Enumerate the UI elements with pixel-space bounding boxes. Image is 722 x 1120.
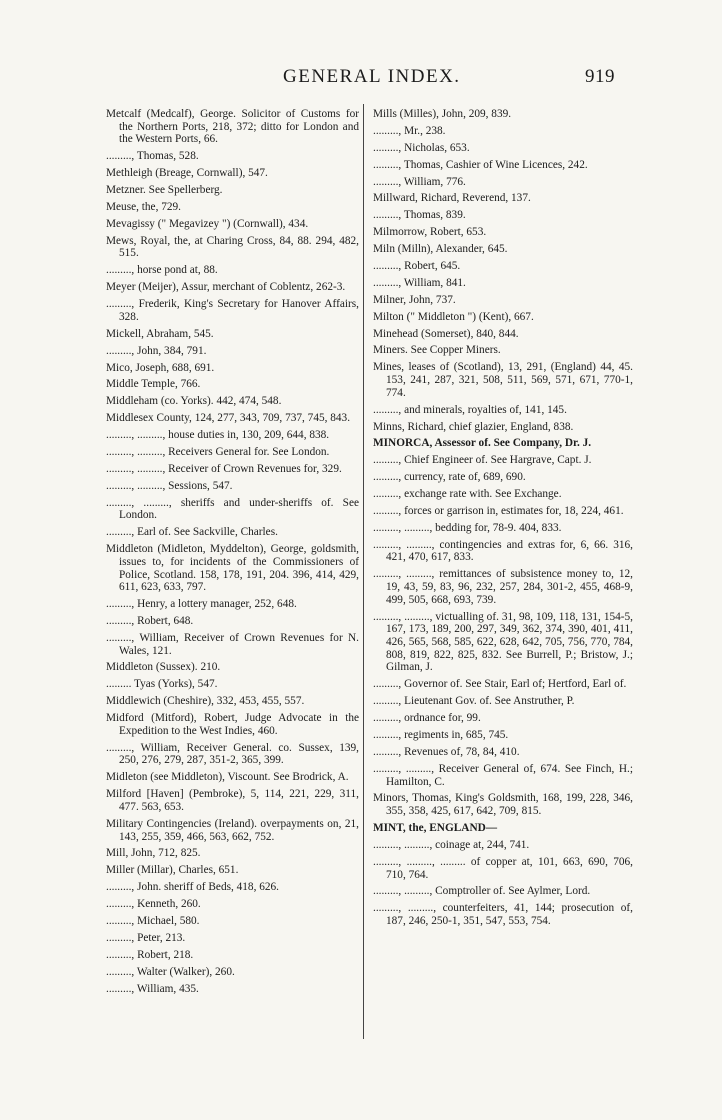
- index-entry: Mico, Joseph, 688, 691.: [106, 361, 215, 374]
- index-entry: Middleton (Midleton, Myddelton), George, goldsmith, issues to, for incidents of the Commissioners of Police, Scotland. 158, 178, 191, 204. 396, 414, 429, 611, 623, 633, 797.: [106, 543, 359, 594]
- index-entry: Middle Temple, 766.: [106, 378, 201, 391]
- index-entry: Metcalf (Medcalf), George. Solicitor of Customs for the Northern Ports, 218, 372; ditto for London and the Western Ports, 66.: [106, 108, 359, 146]
- index-column-left: [106, 108, 359, 999]
- index-entry: ........., ........., victualling of. 31, 98, 109, 118, 131, 154-5, 167, 173, 189, 200, 297, 349, 362, 374, 390, 401, 411, 426, 565, 568, 585, 622, 628, 642, 705, 756, 770, 784, 808, 819, 822, 825, 832. See Burrell, P.; Bristow, J.; Gilman, J.: [373, 610, 633, 674]
- index-entry: ........., and minerals, royalties of, 141, 145.: [373, 403, 567, 416]
- index-entry: ........., Nicholas, 653.: [373, 141, 470, 154]
- index-entry: ........., William, 776.: [373, 175, 466, 188]
- index-entry: ........., John, 384, 791.: [106, 344, 207, 357]
- index-entry: Milmorrow, Robert, 653.: [373, 226, 487, 239]
- index-entry: ........., ........., sheriffs and under-sheriffs of. See London.: [106, 496, 359, 522]
- index-entry: Milner, John, 737.: [373, 293, 456, 306]
- index-entry: Military Contingencies (Ireland). overpayments on, 21, 143, 255, 359, 466, 563, 662, 752.: [106, 817, 359, 843]
- index-entry: Midleton (see Middleton), Viscount. See Brodrick, A.: [106, 771, 349, 784]
- index-entry: ........., ........., coinage at, 244, 741.: [373, 838, 530, 851]
- index-entry: ........., Revenues of, 78, 84, 410.: [373, 745, 520, 758]
- index-entry: ........., exchange rate with. See Exchange.: [373, 488, 562, 501]
- index-entry: ........., William, 435.: [106, 982, 199, 995]
- index-entry: ........., ........., remittances of subsistence money to, 12, 19, 43, 59, 83, 96, 232, 257, 284, 301-2, 455, 468-9, 499, 505, 668, 693, 739.: [373, 568, 633, 606]
- column-divider: [363, 104, 364, 1039]
- index-entry: ........., Lieutenant Gov. of. See Anstruther, P.: [373, 695, 575, 708]
- index-entry: ........., Thomas, 528.: [106, 150, 199, 163]
- index-entry: ........., ........., house duties in, 130, 209, 644, 838.: [106, 429, 330, 442]
- index-column-right: [373, 108, 633, 932]
- index-entry: Meuse, the, 729.: [106, 200, 181, 213]
- index-entry: Middlesex County, 124, 277, 343, 709, 737, 745, 843.: [106, 412, 351, 425]
- index-entry: ........., horse pond at, 88.: [106, 264, 218, 277]
- index-entry: ........., ........., bedding for, 78-9. 404, 833.: [373, 521, 562, 534]
- index-entry: Miller (Millar), Charles, 651.: [106, 864, 239, 877]
- page-header: [0, 66, 722, 90]
- index-entry: ........., Frederik, King's Secretary for Hanover Affairs, 328.: [106, 298, 359, 323]
- index-entry: ........., regiments in, 685, 745.: [373, 729, 509, 742]
- index-entry: Minns, Richard, chief glazier, England, 838.: [373, 420, 574, 433]
- index-entry: ........., William, Receiver General. co. Sussex, 139, 250, 276, 279, 287, 351-2, 365, 399.: [106, 741, 359, 767]
- index-entry: ........., ........., contingencies and extras for, 6, 66. 316, 421, 470, 617, 833.: [373, 538, 633, 564]
- page-number: 919: [585, 66, 615, 87]
- index-entry: ........., Chief Engineer of. See Hargrave, Capt. J.: [373, 454, 592, 467]
- index-entry: ........., ........., Receiver of Crown Revenues for, 329.: [106, 462, 342, 475]
- index-entry: ........., Thomas, Cashier of Wine Licences, 242.: [373, 158, 588, 171]
- index-entry: Middleton (Sussex). 210.: [106, 661, 221, 674]
- index-entry: ........., Walter (Walker), 260.: [106, 965, 235, 978]
- index-entry: Methleigh (Breage, Cornwall), 547.: [106, 167, 268, 180]
- running-title: GENERAL INDEX.: [283, 66, 461, 87]
- index-entry: ........., Mr., 238.: [373, 124, 446, 137]
- index-entry: ........., ........., Comptroller of. See Aylmer, Lord.: [373, 885, 591, 898]
- index-entry: ........., Henry, a lottery manager, 252, 648.: [106, 598, 297, 611]
- index-entry: Mills (Milles), John, 209, 839.: [373, 108, 512, 120]
- index-entry: ........., ........., counterfeiters, 41, 144; prosecution of, 187, 246, 250-1, 351, 547, 553, 754.: [373, 902, 633, 927]
- index-entry: ........., ........., Sessions, 547.: [106, 479, 233, 492]
- index-entry: Midford (Mitford), Robert, Judge Advocate in the Expedition to the West Indies, 460.: [106, 712, 359, 737]
- index-entry: ........., Michael, 580.: [106, 914, 200, 927]
- index-entry: ........., ordnance for, 99.: [373, 712, 481, 725]
- index-entry: Metzner. See Spellerberg.: [106, 184, 223, 197]
- index-entry: ........., Earl of. See Sackville, Charles.: [106, 526, 278, 539]
- index-entry: ........., Robert, 648.: [106, 615, 194, 627]
- index-entry: Mews, Royal, the, at Charing Cross, 84, 88. 294, 482, 515.: [106, 234, 359, 260]
- index-entry: Millward, Richard, Reverend, 137.: [373, 192, 531, 205]
- index-entry: Mill, John, 712, 825.: [106, 847, 201, 860]
- index-entry: Middlewich (Cheshire), 332, 453, 455, 557.: [106, 695, 305, 708]
- index-entry: ........., forces or garrison in, estimates for, 18, 224, 461.: [373, 505, 624, 517]
- index-entry: Meyer (Meijer), Assur, merchant of Coblentz, 262-3.: [106, 281, 346, 294]
- index-entry: ........., ........., Receiver General of, 674. See Finch, H.; Hamilton, C.: [373, 762, 633, 788]
- index-entry: ........., John. sheriff of Beds, 418, 626.: [106, 881, 279, 894]
- index-entry: ........., Peter, 213.: [106, 931, 186, 944]
- index-entry: ........., ........., Receivers General for. See London.: [106, 445, 330, 458]
- index-entry: Mickell, Abraham, 545.: [106, 327, 214, 340]
- index-entry: ........., William, 841.: [373, 276, 466, 289]
- index-entry: Miners. See Copper Miners.: [373, 344, 501, 357]
- index-entry: Milton (" Middleton ") (Kent), 667.: [373, 310, 534, 323]
- index-entry: MINT, the, ENGLAND—: [373, 822, 498, 835]
- index-entry: Miln (Milln), Alexander, 645.: [373, 243, 508, 256]
- index-entry: ........., Thomas, 839.: [373, 209, 466, 222]
- index-entry: Mevagissy (" Megavizey ") (Cornwall), 434.: [106, 217, 309, 230]
- index-entry: Mines, leases of (Scotland), 13, 291, (England) 44, 45. 153, 241, 287, 321, 508, 511, 569, 571, 671, 770-1, 774.: [373, 361, 633, 399]
- index-entry: ........., Robert, 218.: [106, 948, 194, 961]
- index-entry: Minehead (Somerset), 840, 844.: [373, 327, 519, 340]
- index-entry: ........., Robert, 645.: [373, 260, 461, 273]
- index-entry: Milford [Haven] (Pembroke), 5, 114, 221, 229, 311, 477. 563, 653.: [106, 788, 359, 813]
- index-entry: ........., Governor of. See Stair, Earl of; Hertford, Earl of.: [373, 678, 627, 691]
- index-entry: Middleham (co. Yorks). 442, 474, 548.: [106, 395, 282, 408]
- index-entry: ........., William, Receiver of Crown Revenues for N. Wales, 121.: [106, 631, 359, 657]
- index-entry: ........., currency, rate of, 689, 690.: [373, 471, 526, 484]
- index-entry: Minors, Thomas, King's Goldsmith, 168, 199, 228, 346, 355, 358, 425, 617, 642, 709, 815.: [373, 792, 633, 818]
- index-entry: ........., ........., ......... of copper at, 101, 663, 690, 706, 710, 764.: [373, 855, 633, 881]
- index-entry: MINORCA, Assessor of. See Company, Dr. J.: [373, 437, 592, 450]
- index-entry: ........., Kenneth, 260.: [106, 898, 201, 911]
- index-entry: ......... Tyas (Yorks), 547.: [106, 678, 218, 691]
